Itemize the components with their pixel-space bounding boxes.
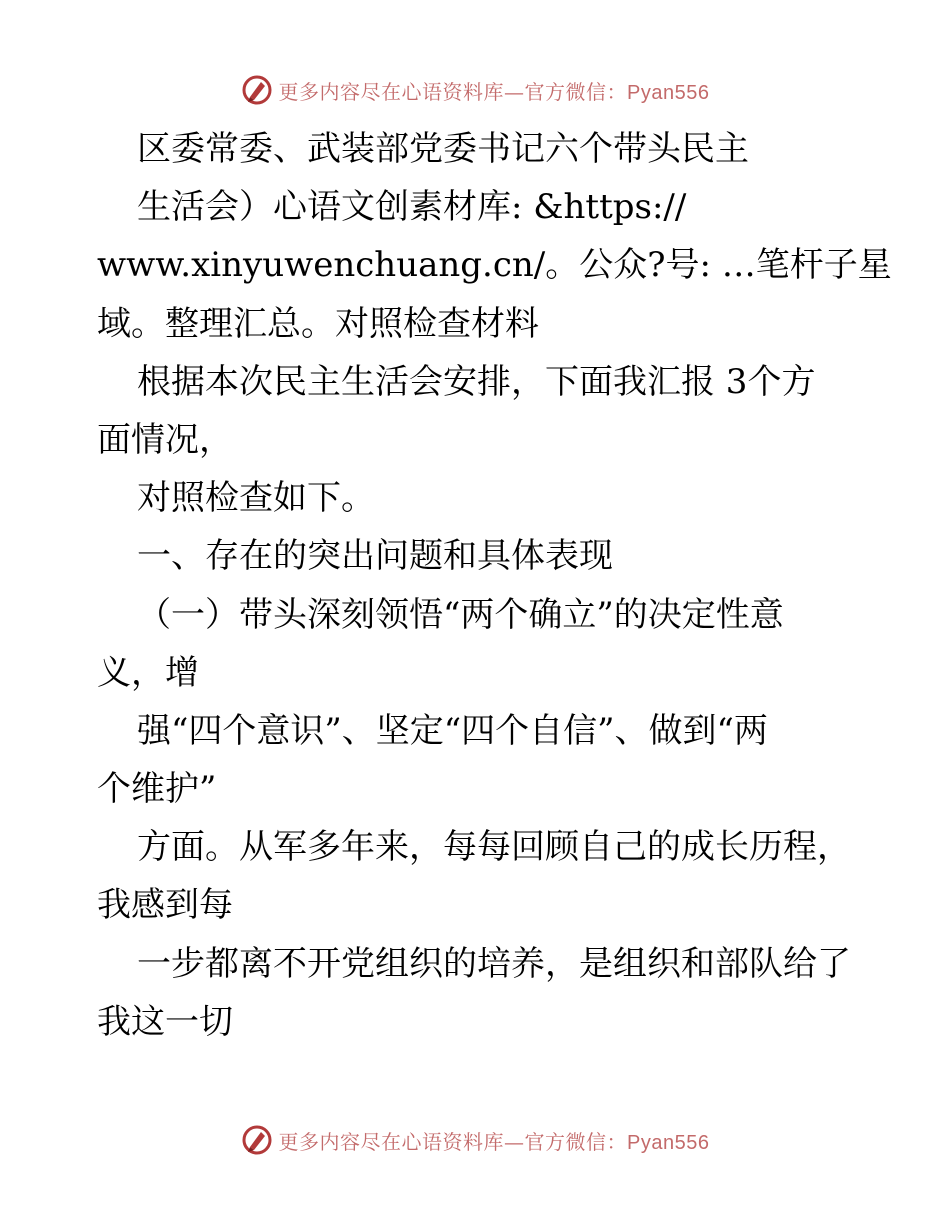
text-line: 方面。从军多年来，每每回顾自己的成长历程， [137, 827, 851, 868]
text-line: 个维护” [97, 769, 217, 810]
footer-banner [0, 1120, 950, 1160]
pen-logo-icon [241, 1124, 273, 1156]
header-banner [0, 70, 950, 110]
text-line: 根据本次民主生活会安排，下面我汇报 3个方 [137, 361, 816, 402]
banner-text: 更多内容尽在心语资料库—官方微信：Pyan556 [278, 1129, 710, 1154]
text-line: 域。整理汇总。对照检查材料 [97, 303, 539, 344]
text-line: 义，增 [97, 652, 199, 693]
text-line: www.xinyuwenchuang.cn/。公众?号: …笔杆子星 [97, 245, 892, 286]
text-line: （一）带头深刻领悟“两个确立”的决定性意 [137, 594, 784, 635]
text-line: 一、存在的突出问题和具体表现 [137, 536, 613, 577]
text-line: 我感到每 [97, 885, 233, 926]
banner-text: 更多内容尽在心语资料库—官方微信：Pyan556 [278, 79, 710, 104]
text-line: 生活会）心语文创素材库: &https:// [137, 187, 687, 228]
text-line: 一步都离不开党组织的培养，是组织和部队给了 [137, 943, 851, 984]
text-line: 面情况， [97, 419, 233, 460]
text-line: 强“四个意识”、坚定“四个自信”、做到“两 [137, 710, 768, 751]
text-line: 区委常委、武装部党委书记六个带头民主 [137, 129, 749, 169]
document-body [97, 120, 892, 1051]
wechat-id: Pyan556 [627, 81, 710, 104]
wechat-id: Pyan556 [627, 1131, 710, 1154]
text-line: 对照检查如下。 [137, 478, 375, 519]
text-line: 我这一切 [97, 1001, 233, 1042]
pen-logo-icon [241, 74, 273, 106]
